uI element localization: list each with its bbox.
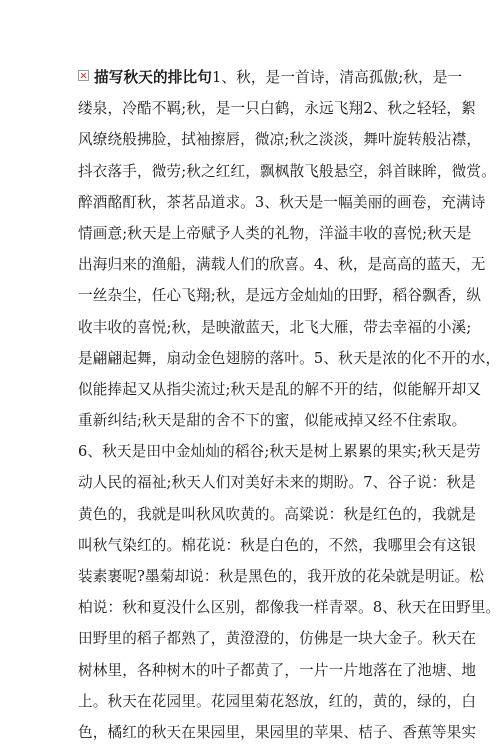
text-line: 动人民的福祉;秋天人们对美好未来的期盼。7、谷子说：秋是	[78, 474, 476, 492]
text-line: 上。秋天在花园里。花园里菊花怒放，红的，黄的，绿的，白	[78, 692, 477, 710]
text-line: 情画意;秋天是上帝赋予人类的礼物，洋溢丰收的喜悦;秋天是	[78, 224, 472, 242]
text-line: 风缭绕般拂脸，拭袖擦唇，微凉;秋之淡淡，舞叶旋转般沾襟，	[78, 131, 482, 149]
text-line: 醉酒酩酊秋，茶茗品道求。3、秋天是一幅美丽的画卷，充满诗	[78, 193, 486, 211]
text-line: 6、秋天是田中金灿灿的稻谷;秋天是树上累累的果实;秋天是劳	[78, 443, 481, 461]
first-line	[78, 62, 463, 93]
broken-image-icon	[78, 70, 89, 81]
text-line: 出海归来的渔船，满载人们的欣喜。4、秋，是高高的蓝天，无	[78, 256, 486, 274]
first-line-text: 1、秋，是一首诗，清高孤傲;秋，是一	[211, 69, 463, 86]
text-line: 收丰收的喜悦;秋，是映澈蓝天，北飞大雁，带去幸福的小溪;	[78, 318, 472, 336]
text-line: 黄色的，我就是叫秋风吹黄的。高粱说：秋是红色的，我就是	[78, 505, 477, 523]
text-line: 色，橘红的秋天在果园里，果园里的苹果、桔子、香蕉等果实	[78, 723, 477, 741]
text-line: 装素裹呢?墨菊却说：秋是黑色的，我开放的花朵就是明证。松	[78, 568, 485, 585]
text-line: 似能捧起又从指尖流过;秋天是乱的解不开的结，似能解开却又	[78, 380, 482, 398]
text-line: 田野里的稻子都熟了，黄澄澄的，仿佛是一块大金子。秋天在	[78, 630, 477, 648]
text-line: 柏说：秋和夏没什么区别，都像我一样青翠。8、秋天在田野里。	[78, 599, 500, 617]
text-line: 树林里，各种树木的叶子都黄了，一片一片地落在了池塘、地	[78, 661, 477, 679]
text-line: 抖衣落手，微劳;秋之红红，飘枫散飞般悬空，斜首睐眸，微赏。	[78, 162, 496, 180]
text-line: 重新纠结;秋天是甜的舍不下的蜜，似能戒掉又经不住索取。	[78, 412, 467, 430]
text-line: 叫秋气染红的。棉花说：秋是白色的，不然，我哪里会有这银	[78, 536, 477, 554]
text-line: 缕泉，冷酷不羁;秋，是一只白鹤，永远飞翔2、秋之轻轻，絮	[78, 100, 476, 118]
text-line: 一丝杂尘，任心飞翔;秋，是远方金灿灿的田野，稻谷飘香，纵	[78, 287, 482, 305]
document-body	[78, 62, 500, 748]
text-line: 是翩翩起舞，扇动金色翅膀的落叶。5、秋天是浓的化不开的水，	[78, 349, 500, 367]
document-heading: 描写秋天的排比句	[94, 69, 212, 86]
